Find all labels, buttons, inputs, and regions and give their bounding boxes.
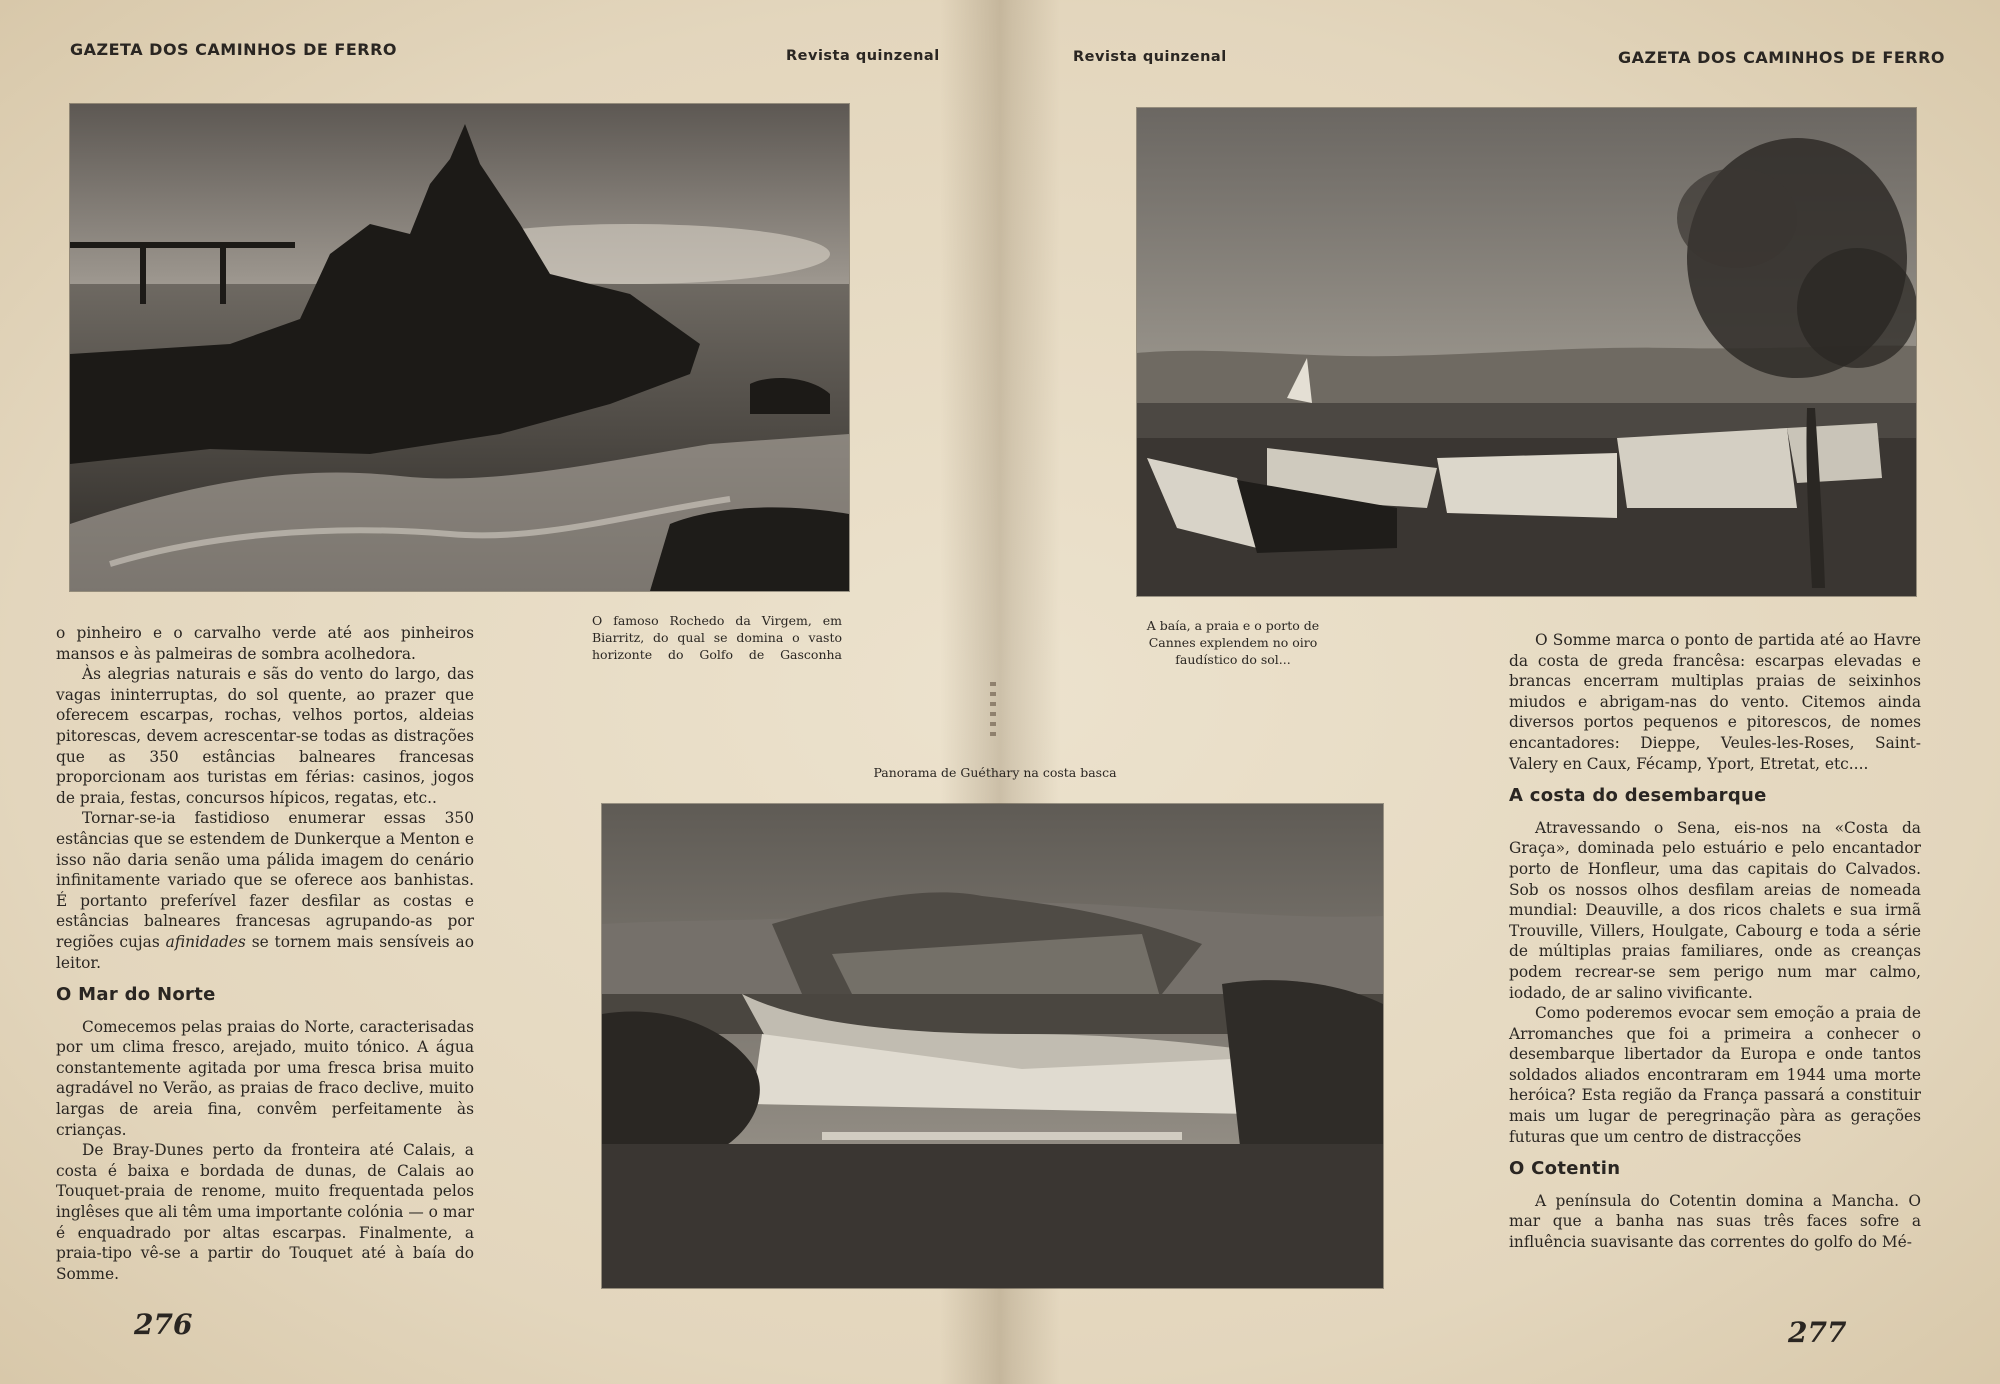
right-text-column — [1509, 630, 1921, 1253]
paragraph: Comecemos pelas praias do Norte, caracterisadas por um clima fresco, arejado, muito tónico. A água constantemente agitada por uma fresca brisa muito agradável no Verão, as praias de fraco declive, muito largas de areia fina, convêm perfeitamente às crianças. — [56, 1017, 474, 1139]
photo-biarritz-rock — [70, 104, 849, 591]
left-running-title: GAZETA DOS CAMINHOS DE FERRO — [70, 40, 398, 59]
gutter-crease — [990, 682, 996, 738]
page-number-right: 277 — [1788, 1316, 1847, 1349]
text-run: se tornem mais sensíveis ao leitor. — [56, 932, 474, 972]
paragraph — [56, 808, 474, 973]
paragraph: De Bray-Dunes perto da fronteira até Calais, a costa é baixa e bordada de dunas, de Calais ao Touquet-praia de renome, muito frequentada pelos inglêses que ali têm uma importante colónia — o mar é enquadrado por altas escarpas. Finalmente, a praia-tipo vê-se a partir do Touquet até à baía do Somme. — [56, 1141, 474, 1283]
left-text-column — [56, 623, 474, 1284]
page-number-left: 276 — [134, 1308, 193, 1341]
right-running-title: GAZETA DOS CAMINHOS DE FERRO — [1618, 48, 1946, 67]
paragraph: Atravessando o Sena, eis-nos na «Costa da Graça», dominada pelo estuário e pelo encantador porto de Honfleur, uma das capitais do Calvados. Sob os nossos olhos desfilam areias de nomeada mundial: Deauville, a dos ricos chalets e sua irmã Trouville, Villers, Houlgate, Cabourg e toda a série de múltiplas praias familiares, onde as creanças podem recrear-se sem perigo num mar calmo, iodado, de ar salino vivificante. — [1509, 818, 1921, 1002]
caption-biarritz: O famoso Rochedo da Virgem, em Biarritz, do qual se domina o vasto horizonte do Golfo de Gasconha — [592, 613, 842, 662]
caption-guethary: Panorama de Guéthary na costa basca — [873, 765, 1117, 780]
paragraph: o pinheiro e o carvalho verde até aos pinheiros mansos e às palmeiras de sombra acolhedora. — [56, 624, 474, 663]
paragraph: O Somme marca o ponto de partida até ao Havre da costa de greda francêsa: escarpas elevadas e brancas encerram multiplas praias de seixinhos miudos e abrigam-nas do vento. Citemos ainda diversos portos pequenos e pitorescos, de nomes encantadores: Dieppe, Veules-les-Roses, Saint-Valery en Caux, Fécamp, Yport, Etretat, etc.... — [1509, 631, 1921, 773]
text-run: Tornar-se-ia fastidioso enumerar essas 350 estâncias que se estendem de Dunkerque a Menton e isso não daria senão uma pálida imagem do cenário infinitamente variado que se oferece aos banhistas. É portanto preferível fazer desfilar as costas e estâncias balneares francesas agrupando-as por regiões cujas — [56, 809, 474, 951]
section-heading: O Mar do Norte — [56, 984, 216, 1006]
paragraph: A península do Cotentin domina a Mancha. O mar que a banha nas suas três faces sofre a influência suavisante das correntes do golfo do Mé- — [1509, 1191, 1921, 1252]
section-heading: A costa do desembarque — [1509, 785, 1767, 807]
emphasis: afinidades — [165, 932, 246, 951]
photo-guethary-panorama — [602, 804, 1383, 1288]
caption-cannes: A baía, a praia e o porto de Cannes explendem no oiro faudístico do sol... — [1146, 618, 1320, 667]
left-running-subtitle: Revista quinzenal — [786, 48, 940, 64]
right-running-subtitle: Revista quinzenal — [1073, 49, 1227, 65]
photo-cannes-bay — [1137, 108, 1916, 596]
section-heading: O Cotentin — [1509, 1158, 1621, 1180]
paragraph: Como poderemos evocar sem emoção a praia de Arromanches que foi a primeira a conhecer o desembarque libertador da Europa e onde tantos soldados aliados encontraram em 1944 uma morte heróica? Esta região da França passará a constituir mais um lugar de peregrinação pàra as gerações futuras que um centro de distracções — [1509, 1004, 1921, 1146]
paragraph: Às alegrias naturais e sãs do vento do largo, das vagas ininterruptas, do sol quente, ao prazer que oferecem escarpas, rochas, velhos portos, aldeias pitorescas, devem acrescentar-se todas as distrações que as 350 estâncias balneares francesas proporcionam aos turistas em férias: casinos, jogos de praia, festas, concursos hípicos, regatas, etc.. — [56, 665, 474, 807]
